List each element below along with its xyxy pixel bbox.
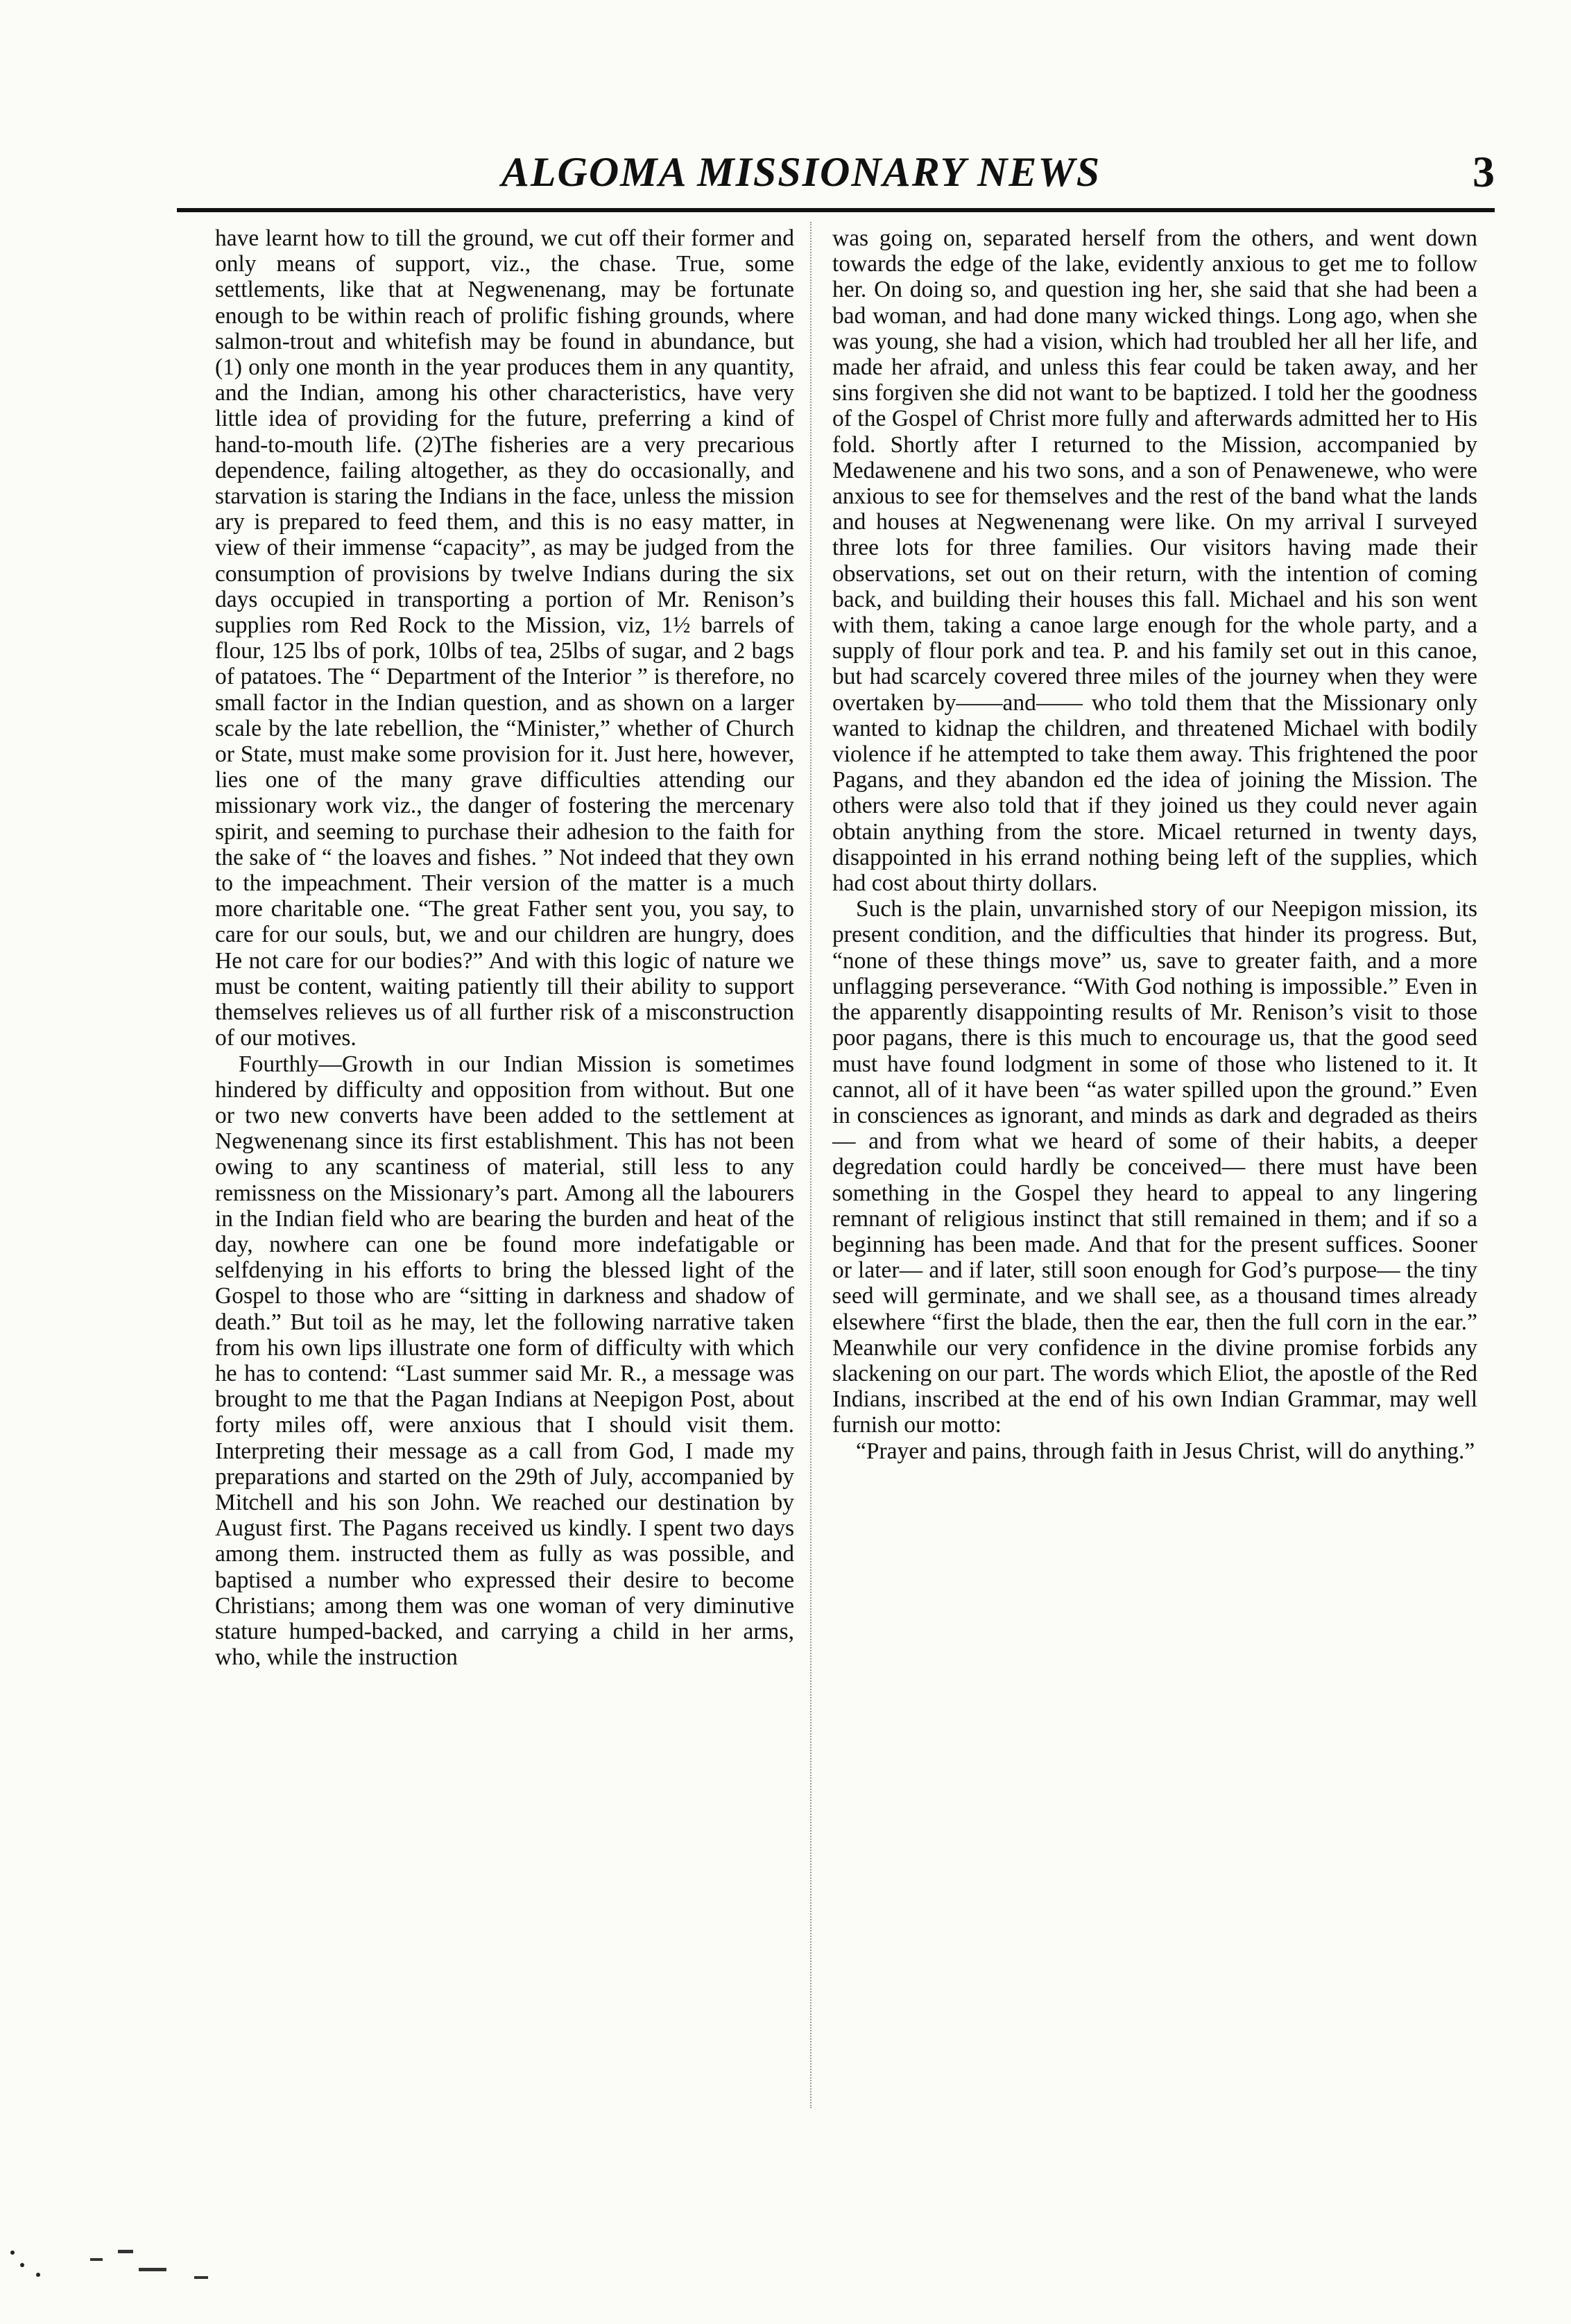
publication-title: ALGOMA MISSIONARY NEWS (501, 149, 1101, 195)
column-divider (810, 222, 812, 2108)
right-paragraph-1: was going on, separated herself from the others, and went down towards the edge of the lake, evidently anxious to get me to follow her. On doing so, and question ing her, she said that she had been a bad woman, and had done many wicked things. Long ago, when she was young, she had a vision, which had troubled her all her life, and made her afraid, and unless this fear could be taken away, and her sins forgiven she did not want to be baptized. I told her the goodness of the Gospel of Christ more fully and afterwards admitted her to His fold. Shortly after I returned to the Mission, accompanied by Medawenene and his two sons, and a son of Penawenewe, who were anxious to see for themselves and the rest of the band what the lands and houses at Negwenenang were like. On my arrival I surveyed three lots for three families. Our visitors having made their observations, set out on their return, with the intention of coming back, and building their houses this fall. Michael and his son went with them, taking a canoe large enough for the whole party, and a supply of flour pork and tea. P. and his family set out in this canoe, but had scarcely covered three miles of the journey when they were overtaken by——and—— who told them that the Missionary only wanted to kidnap the children, and threatened Michael with bodily violence if he attempted to take them away. This frightened the poor Pagans, and they abandon ed the idea of joining the Mission. The others were also told that if they joined us they could never again obtain anything from the store. Micael returned in twenty days, disappointed in his errand nothing being left of the supplies, which had cost about thirty dollars. (832, 225, 1477, 897)
scan-marks (7, 2240, 215, 2282)
page-header (177, 139, 1495, 212)
right-paragraph-2: Such is the plain, unvarnished story of our Neepigon mission, its present condition, and the difficulties that hinder its progress. But, “none of these things move” us, save to greater faith, and a more unflagging perseverance. “With God nothing is impossible.” Even in the apparently disappointing results of Mr. Renison’s visit to those poor pagans, there is this much to encourage us, that the good seed must have found lodgment in some of those who listened to it. It cannot, all of it have been “as water spilled upon the ground.” Even in consciences as ignorant, and minds as dark and degraded as theirs— and from what we heard of some of their habits, a deeper degredation could hardly be conceived— there must have been something in the Gospel they heard to appeal to any lingering remnant of religious instinct that still remained in them; and if so a beginning has been made. And that for the present suffices. Sooner or later— and if later, still soon enough for God’s purpose— the tiny seed will germinate, and we shall see, as a thousand times already elsewhere “first the blade, then the ear, then the full corn in the ear.” Meanwhile our very confidence in the divine promise forbids any slackening on our part. The words which Eliot, the apostle of the Red Indians, inscribed at the end of his own Indian Grammar, may well furnish our motto: (832, 896, 1477, 1438)
left-paragraph-2: Fourthly—Growth in our Indian Mission is sometimes hindered by difficulty and opposition from without. But one or two new converts have been added to the settlement at Negwenenang since its first establishment. This has not been owing to any scantiness of material, still less to any remissness on the Missionary’s part. Among all the labourers in the Indian field who are bearing the burden and heat of the day, nowhere can one be found more indefatigable or selfdenying in his efforts to bring the blessed light of the Gospel to those who are “sitting in darkness and shadow of death.” But toil as he may, let the following narrative taken from his own lips illustrate one form of difficulty with which he has to contend: “Last summer said Mr. R., a message was brought to me that the Pagan Indians at Neepigon Post, about forty miles off, were anxious that I should visit them. Interpreting their message as a call from God, I made my preparations and started on the 29th of July, accompanied by Mitchell and his son John. We reached our destination by August first. The Pagans received us kindly. I spent two days among them. instructed them as fully as was possible, and baptised a number who expressed their desire to become Christians; among them was one woman of very diminutive stature humped-backed, and carrying a child in her arms, who, while the instruction (215, 1051, 794, 1671)
left-paragraph-1: have learnt how to till the ground, we cut off their former and only means of support, viz., the chase. True, some settlements, like that at Negwenenang, may be fortunate enough to be within reach of prolific fishing grounds, where salmon-trout and whitefish may be found in abundance, but (1) only one month in the year produces them in any quantity, and the Indian, among his other characteristics, have very little idea of providing for the future, preferring a kind of hand-to-mouth life. (2)The fisheries are a very precarious dependence, failing altogether, as they do occasionally, and starvation is staring the Indians in the face, unless the mission ary is prepared to feed them, and this is no easy matter, in view of their immense “capacity”, as may be judged from the consumption of provisions by twelve Indians during the six days occupied in transporting a portion of Mr. Renison’s supplies rom Red Rock to the Mission, viz, 1½ barrels of flour, 125 lbs of pork, 10lbs of tea, 25lbs of sugar, and 2 bags of patatoes. The “ Department of the Interior ” is therefore, no small factor in the Indian question, and as shown on a larger scale by the late rebellion, the “Minister,” whether of Church or State, must make some provision for it. Just here, however, lies one of the many grave difficulties attending our missionary work viz., the danger of fostering the mercenary spirit, and seeming to purchase their adhesion to the faith for the sake of “ the loaves and fishes. ” Not indeed that they own to the impeachment. Their version of the matter is a much more charitable one. “The great Father sent you, you say, to care for our souls, but, we and our children are hungry, does He not care for our bodies?” And with this logic of nature we must be content, waiting patiently till their ability to support themselves relieves us of all further risk of a misconstruction of our motives. (215, 225, 794, 1051)
right-column (832, 225, 1477, 1464)
left-column (215, 225, 794, 1670)
page-number: 3 (1473, 147, 1495, 196)
right-paragraph-3: “Prayer and pains, through faith in Jesus Christ, will do anything.” (856, 1438, 1475, 1464)
